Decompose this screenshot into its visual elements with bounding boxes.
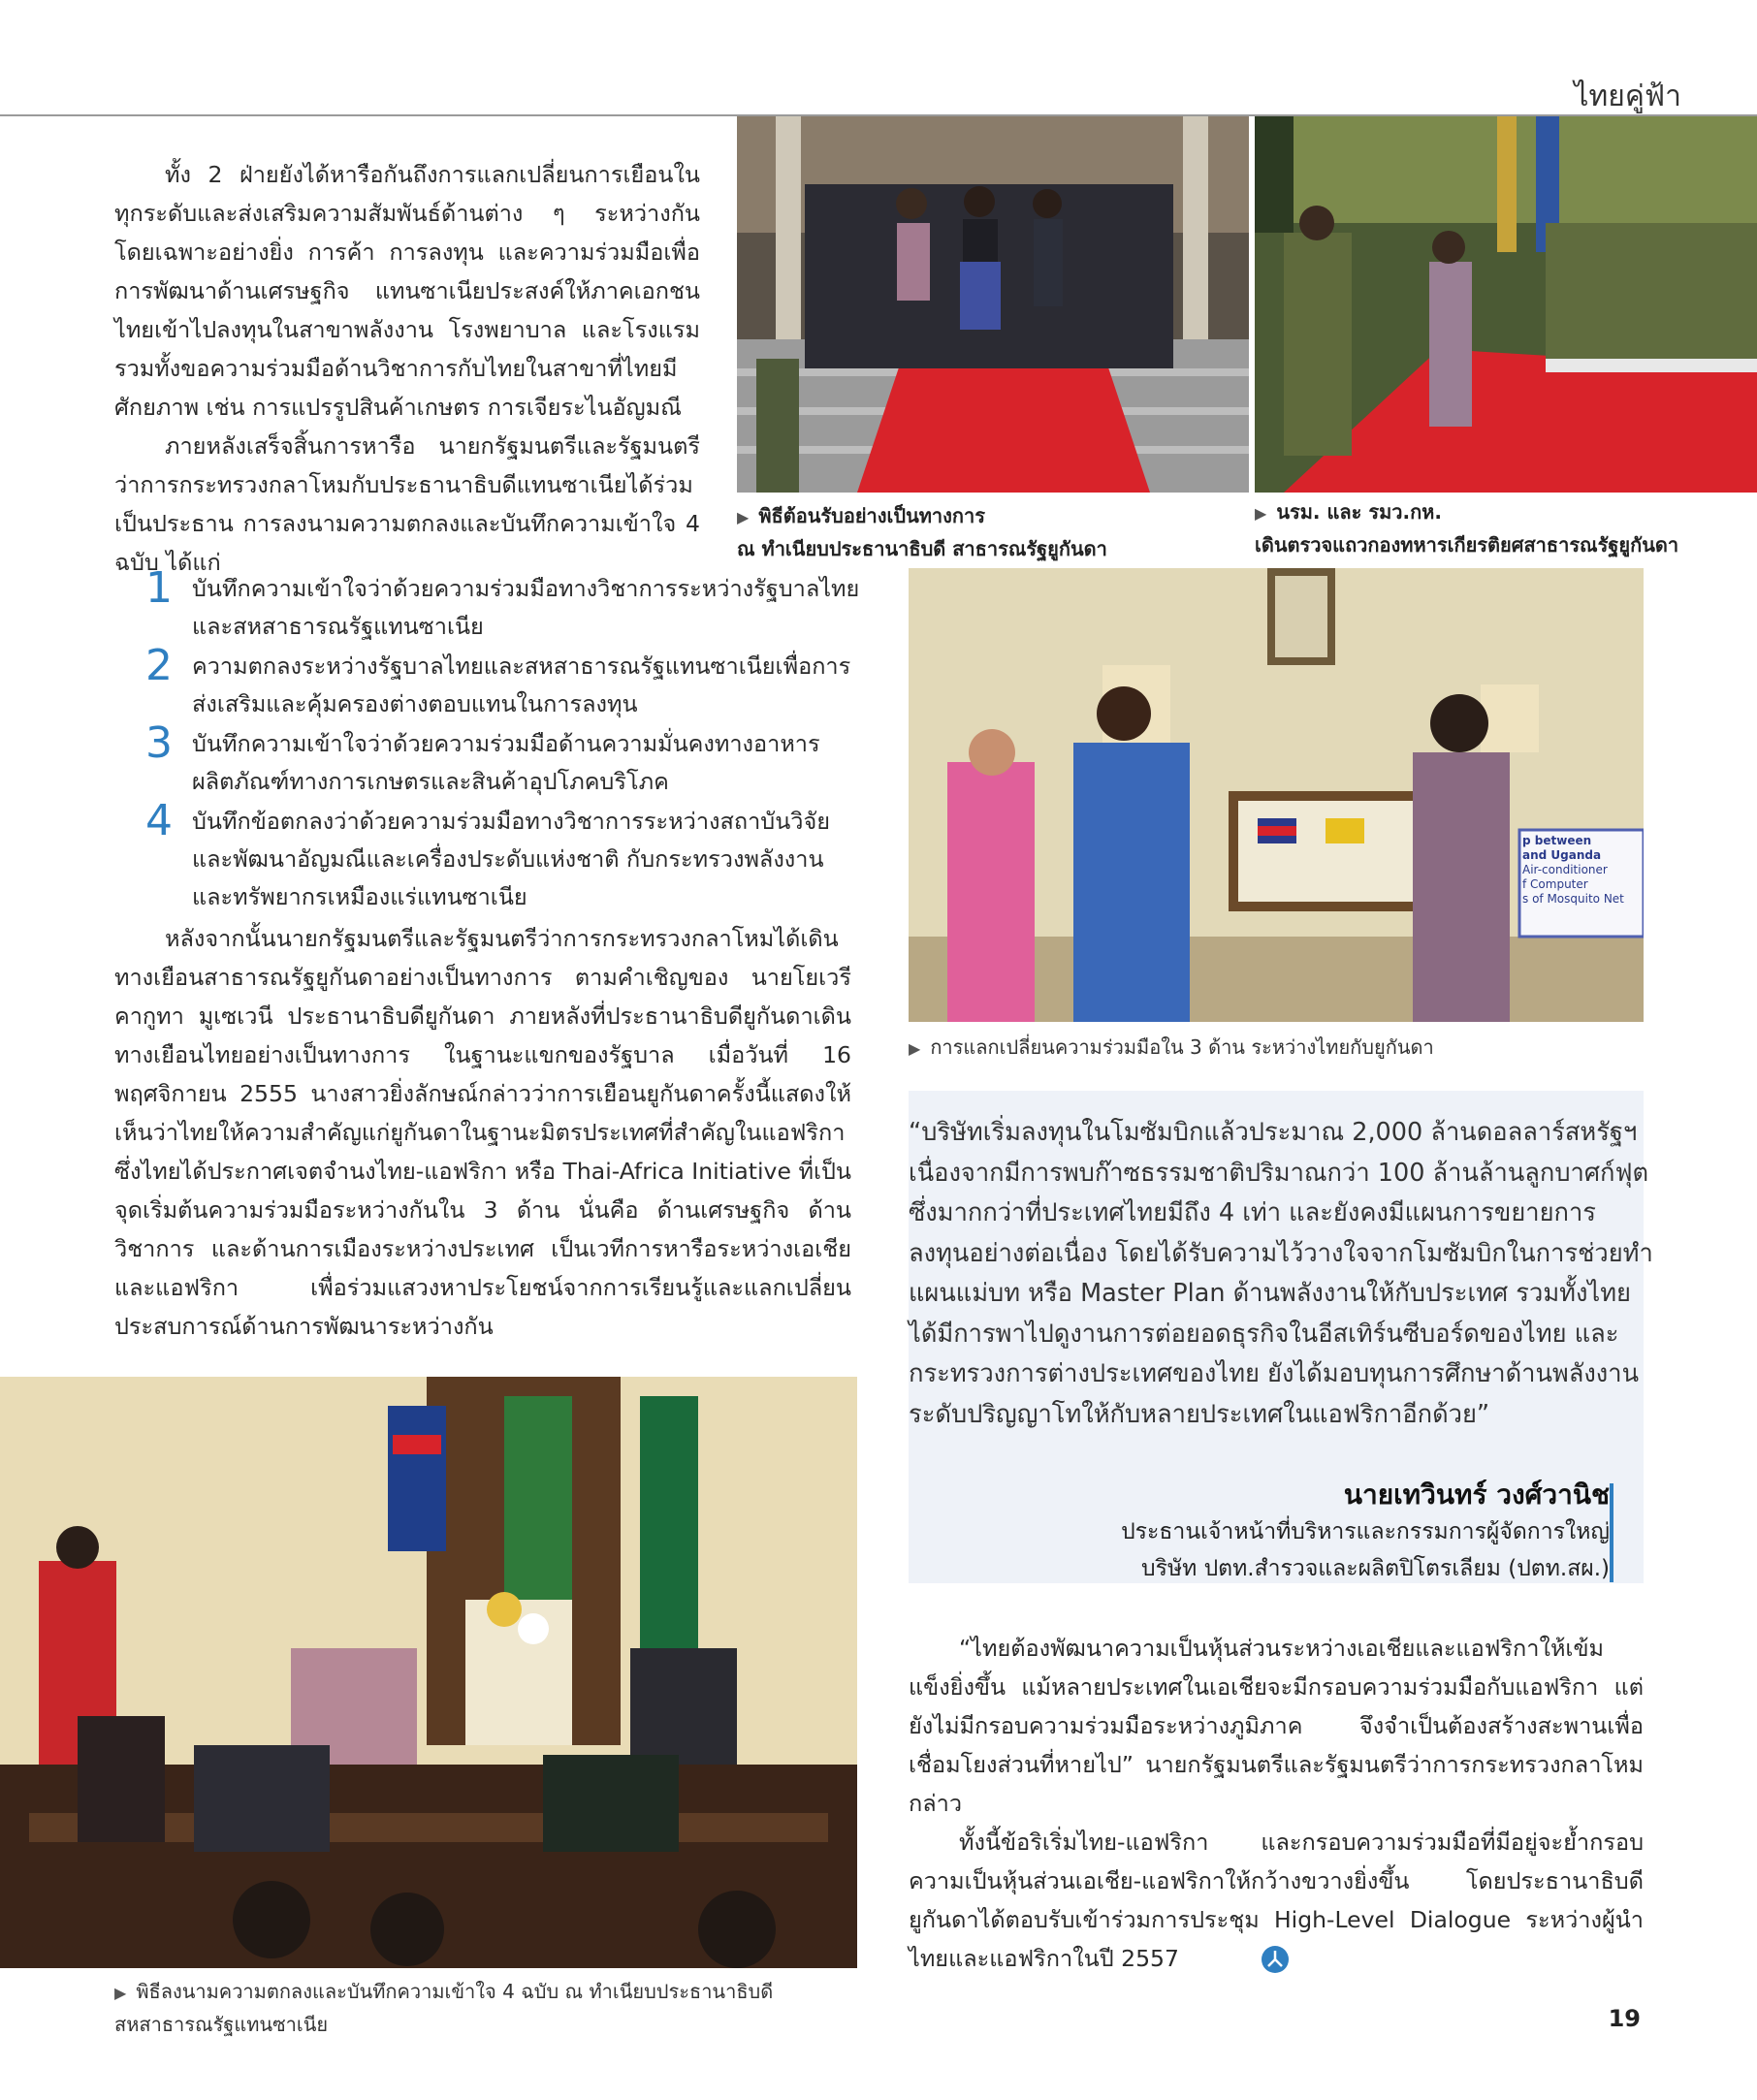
main-text xyxy=(114,919,851,1346)
paragraph: ทั้ง 2 ฝ่ายยังได้หารือกันถึงการแลกเปลี่ยนการเยือนในทุกระดับและส่งเสริมความสัมพันธ์ด้านต่าง ๆ ระหว่างกัน โดยเฉพาะอย่างยิ่ง การค้า การลงทุน และความร่วมมือเพื่อการพัฒนาด้านเศรษฐกิจ แทนซาเนียประสงค์ให้ภาคเอกชนไทยเข้าไปลงทุนในสาขาพลังงาน โรงพยาบาล และโรงแรม รวมทั้งขอความร่วมมือด้านวิชาการกับไทยในสาขาที่ไทยมีศักยภาพ เช่น การแปรรูปสินค้าเกษตร การเจียระไนอัญมณี xyxy=(114,161,700,421)
photo-plaque-exchange xyxy=(909,568,1644,1022)
quote-author-company: บริษัท ปตท.สำรวจและผลิตปิโตรเลียม (ปตท.สผ.) xyxy=(1141,1556,1610,1581)
paragraph: หลังจากนั้นนายกรัฐมนตรีและรัฐมนตรีว่าการกระทรวงกลาโหมได้เดินทางเยือนสาธารณรัฐยูกันดาอย่างเป็นทางการ ตามคำเชิญของ นายโยเวรี คากูทา มูเซเวนี ประธานาธิบดียูกันดา ภายหลังที่ประธานาธิบดียูกันดาเดินทางเยือนไทยอย่างเป็นทางการ ในฐานะแขกของรัฐบาล เมื่อวันที่ 16 พฤศจิกายน 2555 นางสาวยิ่งลักษณ์กล่าวว่าการเยือนยูกันดาครั้งนี้แสดงให้เห็นว่าไทยให้ความสำคัญแก่ยูกันดาในฐานะมิตรประเทศที่สำคัญในแอฟริกา ซึ่งไทยได้ประกาศเจตจำนงไทย-แอฟริกา หรือ Thai-Africa Initiative ที่เป็นจุดเริ่มต้นความร่วมมือระหว่างกันใน 3 ด้าน นั่นคือ ด้านเศรษฐกิจ ด้านวิชาการ และด้านการเมืองระหว่างประเทศ เป็นเวทีการหารือระหว่างเอเชียและแอฟริกา เพื่อร่วมแสวงหาประโยชน์จากการเรียนรู้และแลกเปลี่ยนประสบการณ์ด้านการพัฒนาระหว่างกัน xyxy=(114,925,851,1340)
list-item xyxy=(145,718,863,801)
caption-photo-1: ▶ พิธีต้อนรับอย่างเป็นทางการ ณ ทำเนียบประธานาธิบดี สาธารณรัฐยูกันดา xyxy=(737,504,1107,560)
caption-arrow-icon: ▶ xyxy=(909,1039,921,1058)
item-text: บันทึกความเข้าใจว่าด้วยความร่วมมือด้านความมั่นคงทางอาหาร ผลิตภัณฑ์ทางการเกษตรและสินค้าอุปโภคบริโภค xyxy=(192,730,820,795)
plaque-sign-text: p between and Uganda Air-conditioner f Computer s of Mosquito Net xyxy=(1522,834,1624,906)
photo-honor-guard xyxy=(1255,116,1757,493)
item-number: 3 xyxy=(145,718,173,768)
ministry-logo-icon xyxy=(1261,1945,1290,1974)
photo-signing-ceremony xyxy=(0,1377,857,1968)
paragraph: ทั้งนี้ข้อริเริ่มไทย-แอฟริกา และกรอบความร่วมมือที่มีอยู่จะย้ำกรอบความเป็นหุ้นส่วนเอเชีย-แอฟริกาให้กว้างขวางยิ่งขึ้น โดยประธานาธิบดียูกันดาได้ตอบรับเข้าร่วมการประชุม High-Level Dialogue ระหว่างผู้นำไทยและแอฟริกาในปี 2557 xyxy=(909,1829,1644,1972)
item-number: 2 xyxy=(145,641,173,690)
item-text: บันทึกข้อตกลงว่าด้วยความร่วมมือทางวิชาการระหว่างสถาบันวิจัยและพัฒนาอัญมณีและเครื่องประดับแห่งชาติ กับกระทรวงพลังงานและทรัพยากรเหมืองแร่แทนซาเนีย xyxy=(192,808,831,910)
list-item xyxy=(145,796,863,916)
list-item xyxy=(145,563,863,646)
page-number: 19 xyxy=(1608,2005,1641,2032)
quote-author: นายเทวินทร์ วงศ์วานิช xyxy=(1343,1479,1610,1511)
intro-text xyxy=(114,155,700,582)
item-text: ความตกลงระหว่างรัฐบาลไทยและสหสาธารณรัฐแทนซาเนียเพื่อการส่งเสริมและคุ้มครองต่างตอบแทนในการลงทุน xyxy=(192,652,851,717)
closing-text xyxy=(909,1629,1644,1978)
list-item xyxy=(145,641,863,723)
caption-arrow-icon: ▶ xyxy=(114,1984,127,2002)
item-number: 4 xyxy=(145,796,173,845)
agreements-list xyxy=(145,563,863,918)
paragraph: “ไทยต้องพัฒนาความเป็นหุ้นส่วนระหว่างเอเชียและแอฟริกาให้เข้มแข็งยิ่งขึ้น แม้หลายประเทศในเอเชียจะมีกรอบความร่วมมือกับแอฟริกา แต่ยังไม่มีกรอบความร่วมมือระหว่างภูมิภาค จึงจำเป็นต้องสร้างสะพานเพื่อเชื่อมโยงส่วนที่หายไป” นายกรัฐมนตรีและรัฐมนตรีว่าการกระทรวงกลาโหมกล่าว xyxy=(909,1635,1644,1817)
item-text: บันทึกความเข้าใจว่าด้วยความร่วมมือทางวิชาการระหว่างรัฐบาลไทยและสหสาธารณรัฐแทนซาเนีย xyxy=(192,575,860,640)
paragraph: ภายหลังเสร็จสิ้นการหารือ นายกรัฐมนตรีและรัฐมนตรีว่าการกระทรวงกลาโหมกับประธานาธิบดีแทนซาเนียได้ร่วมเป็นประธาน การลงนามความตกลงและบันทึกความเข้าใจ 4 ฉบับ ได้แก่ xyxy=(114,432,700,576)
magazine-name: ไทยคู่ฟ้า xyxy=(1574,80,1681,113)
quote-author-title: ประธานเจ้าหน้าที่บริหารและกรรมการผู้จัดการใหญ่ xyxy=(1121,1519,1610,1544)
photo-welcome-ceremony xyxy=(737,116,1249,493)
caption-arrow-icon: ▶ xyxy=(1255,504,1267,523)
caption-arrow-icon: ▶ xyxy=(737,508,750,526)
caption-photo-3: ▶ การแลกเปลี่ยนความร่วมมือใน 3 ด้าน ระหว่างไทยกับยูกันดา xyxy=(909,1035,1434,1059)
quote-text: “บริษัทเริ่มลงทุนในโมซัมบิกแล้วประมาณ 2,000 ล้านดอลลาร์สหรัฐฯ เนื่องจากมีการพบก๊าซธรรมชาติปริมาณกว่า 100 ล้านล้านลูกบาศก์ฟุต ซึ่งมากกว่าที่ประเทศไทยมีถึง 4 เท่า และยังคงมีแผนการขยายการลงทุนอย่างต่อเนื่อง โดยได้รับความไว้วางใจจากโมซัมบิกในการช่วยทำแผนแม่บท หรือ Master Plan ด้านพลังงานให้กับประเทศ รวมทั้งไทยได้มีการพาไปดูงานการต่อยอดธุรกิจในอีสเทิร์นซีบอร์ดของไทย และกระทรวงการต่างประเทศของไทย ยังได้มอบทุนการศึกษาด้านพลังงานระดับปริญญาโทให้กับหลายประเทศในแอฟริกาอีกด้วย” xyxy=(909,1118,1653,1429)
item-number: 1 xyxy=(145,563,173,613)
quote-accent-bar xyxy=(1610,1483,1613,1582)
caption-photo-2: ▶ นรม. และ รมว.กห. เดินตรวจแถวกองทหารเกียรติยศสาธารณรัฐยูกันดา xyxy=(1255,500,1679,557)
caption-photo-4: ▶ พิธีลงนามความตกลงและบันทึกความเข้าใจ 4 ฉบับ ณ ทำเนียบประธานาธิบดี สหสาธารณรัฐแทนซาเนีย xyxy=(114,1980,774,2036)
